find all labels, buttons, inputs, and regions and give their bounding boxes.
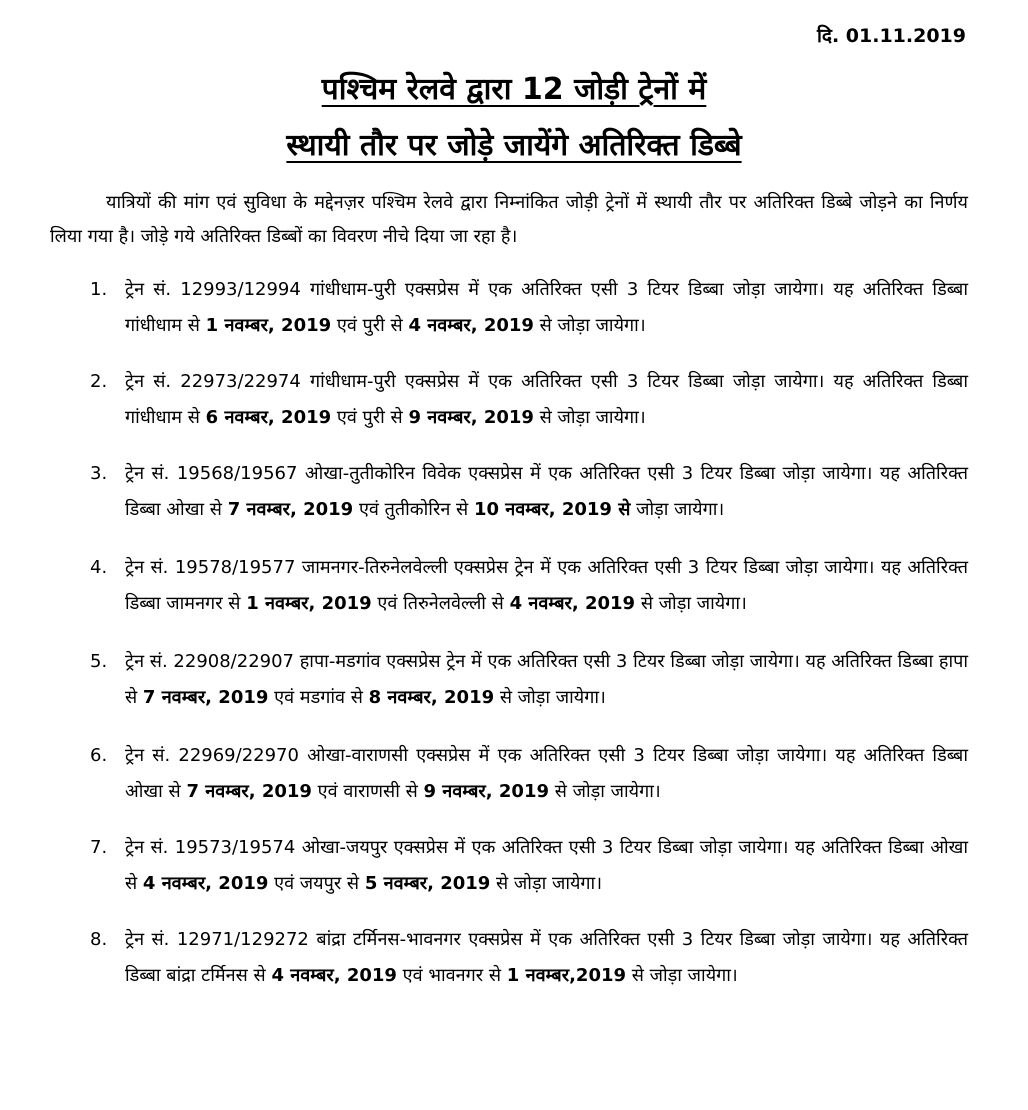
page-title <box>0 62 1028 174</box>
item-end: से जोड़ा जायेगा। <box>499 687 606 708</box>
item-number: 5. <box>90 651 108 672</box>
item-end: से जोड़ा जायेगा। <box>539 407 646 428</box>
item-date-2: 4 नवम्बर, 2019 <box>408 315 534 336</box>
list-item <box>50 644 968 716</box>
item-date-2: 8 नवम्बर, 2019 <box>368 687 495 708</box>
list-item <box>50 272 968 344</box>
item-text: ट्रेन सं. 12993/12994 गांधीधाम-पुरी एक्सप्रेस में एक अतिरिक्त एसी 3 टियर डिब्बा जोड़ा जायेगा। यह अतिरिक्त डिब्बा गांधीधाम से <box>125 279 968 336</box>
item-mid: एवं तिरुनेलवेल्ली से <box>377 593 504 614</box>
item-number: 8. <box>90 929 108 950</box>
item-mid: एवं भावनगर से <box>402 965 502 986</box>
list-item <box>50 738 968 810</box>
item-date-1: 7 नवम्बर, 2019 <box>142 687 269 708</box>
item-date-1: 7 नवम्बर, 2019 <box>227 499 354 520</box>
intro-paragraph: यात्रियों की मांग एवं सुविधा के मद्देनज़र पश्चिम रेलवे द्वारा निम्नांकित जोड़ी ट्रेनों में स्थायी तौर पर अतिरिक्त डिब्बे जोड़ने का निर्णय लिया गया है। जोड़े गये अतिरिक्त डिब्बों का विवरण नीचे दिया जा रहा है। <box>50 192 968 247</box>
item-end: से जोड़ा जायेगा। <box>539 315 646 336</box>
item-mid: एवं वाराणसी से <box>317 781 418 802</box>
item-date-1: 1 नवम्बर, 2019 <box>246 593 372 614</box>
list-item <box>50 364 968 436</box>
title-line-1: पश्चिम रेलवे द्वारा 12 जोड़ी ट्रेनों में <box>321 72 707 107</box>
item-end: से जोड़ा जायेगा। <box>496 873 603 894</box>
item-mid: एवं जयपुर से <box>274 873 360 894</box>
list-item <box>50 922 968 994</box>
item-date-1: 6 नवम्बर, 2019 <box>205 407 332 428</box>
title-line-2: स्थायी तौर पर जोड़े जायेंगे अतिरिक्त डिब्बे <box>286 128 742 163</box>
list-item <box>50 456 968 528</box>
item-date-2: 9 नवम्बर, 2019 <box>423 781 549 802</box>
item-date-1: 7 नवम्बर, 2019 <box>186 781 312 802</box>
item-text: ट्रेन सं. 19568/19567 ओखा-तुतीकोरिन विवेक एक्सप्रेस में एक अतिरिक्त एसी 3 टियर डिब्बा जोड़ा जायेगा। यह अतिरिक्त डिब्बा ओखा से <box>125 463 968 520</box>
item-number: 4. <box>90 557 108 578</box>
item-end: से जोड़ा जायेगा। <box>554 781 661 802</box>
item-date-1: 4 नवम्बर, 2019 <box>142 873 269 894</box>
item-date-1: 1 नवम्बर, 2019 <box>205 315 332 336</box>
item-number: 3. <box>90 463 108 484</box>
item-end: जोड़ा जायेगा। <box>636 499 725 520</box>
item-end: से जोड़ा जायेगा। <box>631 965 738 986</box>
item-text: ट्रेन सं. 22969/22970 ओखा-वाराणसी एक्सप्रेस में एक अतिरिक्त एसी 3 टियर डिब्बा जोड़ा जायेगा। यह अतिरिक्त डिब्बा ओखा से <box>125 745 968 802</box>
list-item <box>50 550 968 622</box>
item-end: से जोड़ा जायेगा। <box>640 593 747 614</box>
item-date-1: 4 नवम्बर, 2019 <box>271 965 397 986</box>
item-date-2: 4 नवम्बर, 2019 <box>509 593 636 614</box>
item-mid: एवं तुतीकोरिन से <box>358 499 469 520</box>
item-number: 1. <box>90 279 108 300</box>
item-number: 7. <box>90 837 108 858</box>
train-list <box>50 272 968 1016</box>
item-date-2: 5 नवम्बर, 2019 <box>364 873 491 894</box>
date-value: 01.11.2019 <box>845 25 966 47</box>
item-mid: एवं मडगांव से <box>274 687 363 708</box>
item-mid: एवं पुरी से <box>336 407 403 428</box>
item-date-2: 1 नवम्बर,2019 <box>506 965 627 986</box>
item-text: ट्रेन सं. 22973/22974 गांधीधाम-पुरी एक्सप्रेस में एक अतिरिक्त एसी 3 टियर डिब्बा जोड़ा जायेगा। यह अतिरिक्त डिब्बा गांधीधाम से <box>125 371 968 428</box>
item-text: ट्रेन सं. 19578/19577 जामनगर-तिरुनेलवेल्ली एक्सप्रेस ट्रेन में एक अतिरिक्त एसी 3 टियर डिब्बा जोड़ा जायेगा। यह अतिरिक्त डिब्बा जामनगर से <box>125 557 968 614</box>
item-number: 6. <box>90 745 108 766</box>
item-number: 2. <box>90 371 108 392</box>
item-date-2: 10 नवम्बर, 2019 से <box>473 499 631 520</box>
item-text: ट्रेन सं. 12971/129272 बांद्रा टर्मिनस-भावनगर एक्सप्रेस में एक अतिरिक्त एसी 3 टियर डिब्बा जोड़ा जायेगा। यह अतिरिक्त डिब्बा बांद्रा टर्मिनस से <box>125 929 968 986</box>
item-text: ट्रेन सं. 22908/22907 हापा-मडगांव एक्सप्रेस ट्रेन में एक अतिरिक्त एसी 3 टियर डिब्बा जोड़ा जायेगा। यह अतिरिक्त डिब्बा हापा से <box>125 651 968 708</box>
release-date <box>817 22 966 48</box>
item-mid: एवं पुरी से <box>336 315 403 336</box>
item-date-2: 9 नवम्बर, 2019 <box>408 407 534 428</box>
date-prefix: दि. <box>816 25 840 47</box>
item-text: ट्रेन सं. 19573/19574 ओखा-जयपुर एक्सप्रेस में एक अतिरिक्त एसी 3 टियर डिब्बा जोड़ा जायेगा। यह अतिरिक्त डिब्बा ओखा से <box>125 837 968 894</box>
list-item <box>50 830 968 902</box>
